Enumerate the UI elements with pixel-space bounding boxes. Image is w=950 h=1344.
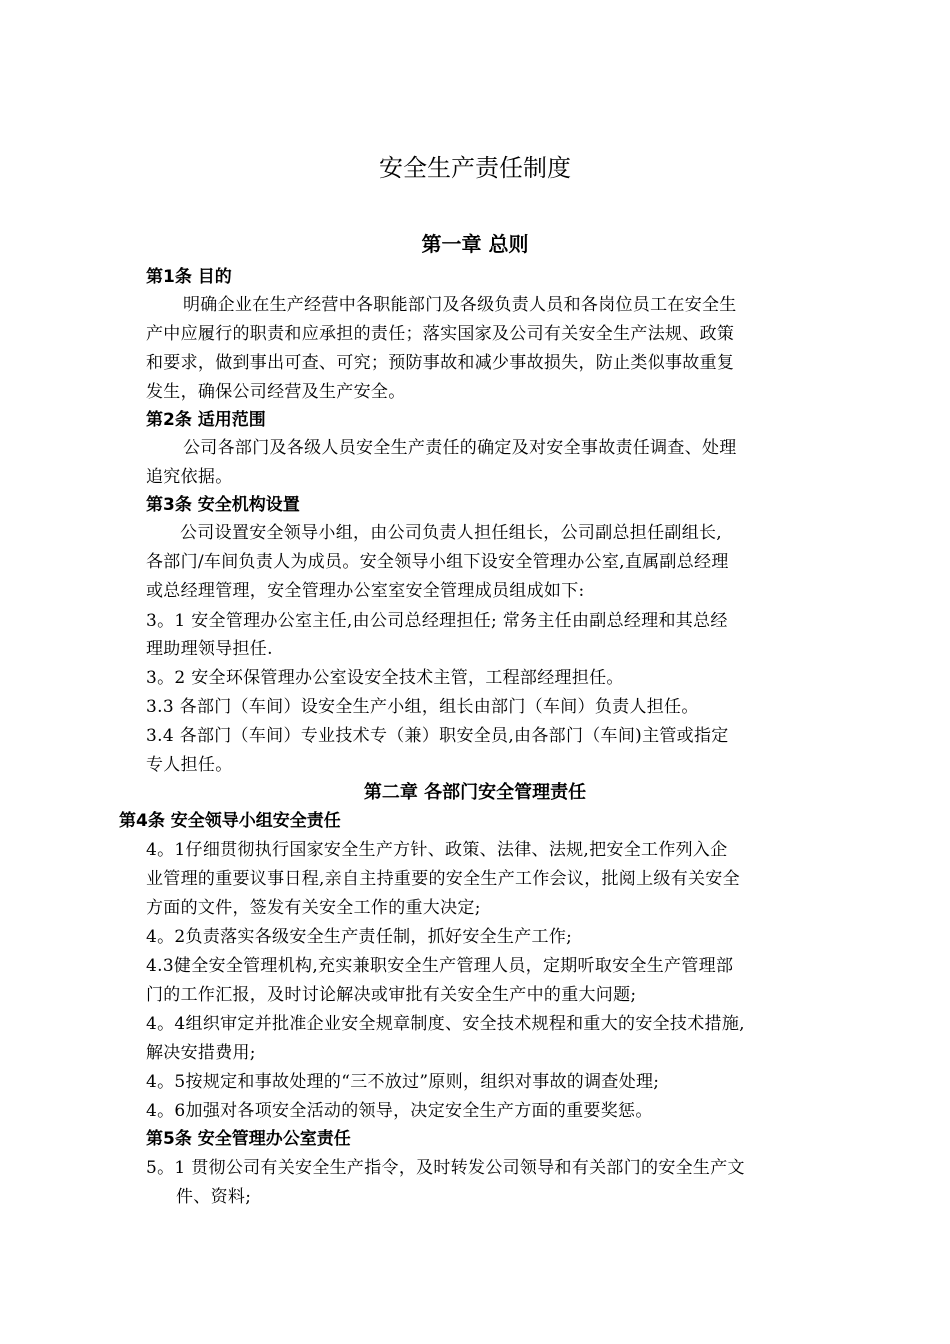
chapter-1-heading: 第一章 总则 [421,232,529,256]
article-4-line: 4。5按规定和事故处理的“三不放过”原则，组织对事故的调查处理; [146,1072,660,1092]
article-4-line: 4。2负责落实各级安全生产责任制，抓好安全生产工作; [146,927,573,947]
article-3-line: 或总经理管理，安全管理办公室室安全管理成员组成如下: [146,581,585,601]
article-5-heading: 第5条 安全管理办公室责任 [146,1129,351,1149]
article-1-line: 发生，确保公司经营及生产安全。 [146,382,406,402]
article-4-line: 4。4组织审定并批准企业安全规章制度、安全技术规程和重大的安全技术措施, [146,1014,745,1034]
article-1-line: 和要求，做到事出可查、可究；预防事故和减少事故损失，防止类似事故重复 [146,353,735,373]
article-1-heading: 第1条 目的 [146,267,232,287]
article-3-line: 3。1 安全管理办公室主任,由公司总经理担任; 常务主任由副总经理和其总经 [146,611,728,631]
article-4-heading: 第4条 安全领导小组安全责任 [119,811,341,831]
article-3-line: 3.3 各部门（车间）设安全生产小组，组长由部门（车间）负责人担任。 [146,697,699,717]
article-4-line: 解决安措费用; [146,1043,256,1063]
article-3-line: 3.4 各部门（车间）专业技术专（兼）职安全员,由各部门（车间)主管或指定 [146,726,729,746]
article-3-line: 专人担任。 [146,755,233,775]
article-2-line: 公司各部门及各级人员安全生产责任的确定及对安全事故责任调查、处理 [183,438,737,458]
article-4-line: 4.3健全安全管理机构,充实兼职安全生产管理人员，定期听取安全生产管理部 [146,956,734,976]
article-2-line: 追究依据。 [146,467,233,487]
article-3-heading: 第3条 安全机构设置 [146,495,300,515]
article-1-line: 产中应履行的职责和应承担的责任；落实国家及公司有关安全生产法规、政策 [146,324,735,344]
article-5-line: 5。1 贯彻公司有关安全生产指令，及时转发公司领导和有关部门的安全生产文 [146,1158,745,1178]
article-4-line: 方面的文件，签发有关安全工作的重大决定; [146,898,481,918]
article-4-line: 业管理的重要议事日程,亲自主持重要的安全生产工作会议，批阅上级有关安全 [146,869,740,889]
article-2-heading: 第2条 适用范围 [146,410,266,430]
document-title: 安全生产责任制度 [379,154,571,182]
article-4-line: 4。1仔细贯彻执行国家安全生产方针、政策、法律、法规,把安全工作列入企 [146,840,728,860]
article-5-line: 件、资料; [176,1187,252,1207]
article-3-line: 理助理领导担任. [146,639,273,659]
article-4-line: 门的工作汇报，及时讨论解决或审批有关安全生产中的重大问题; [146,985,637,1005]
article-3-line: 各部门/车间负责人为成员。安全领导小组下设安全管理办公室,直属副总经理 [146,552,729,572]
article-1-line: 明确企业在生产经营中各职能部门及各级负责人员和各岗位员工在安全生 [183,295,737,315]
chapter-2-heading: 第二章 各部门安全管理责任 [363,782,587,803]
article-4-line: 4。6加强对各项安全活动的领导，决定安全生产方面的重要奖惩。 [146,1101,653,1121]
article-3-line: 公司设置安全领导小组，由公司负责人担任组长，公司副总担任副组长, [180,523,723,543]
article-3-line: 3。2 安全环保管理办公室设安全技术主管，工程部经理担任。 [146,668,624,688]
